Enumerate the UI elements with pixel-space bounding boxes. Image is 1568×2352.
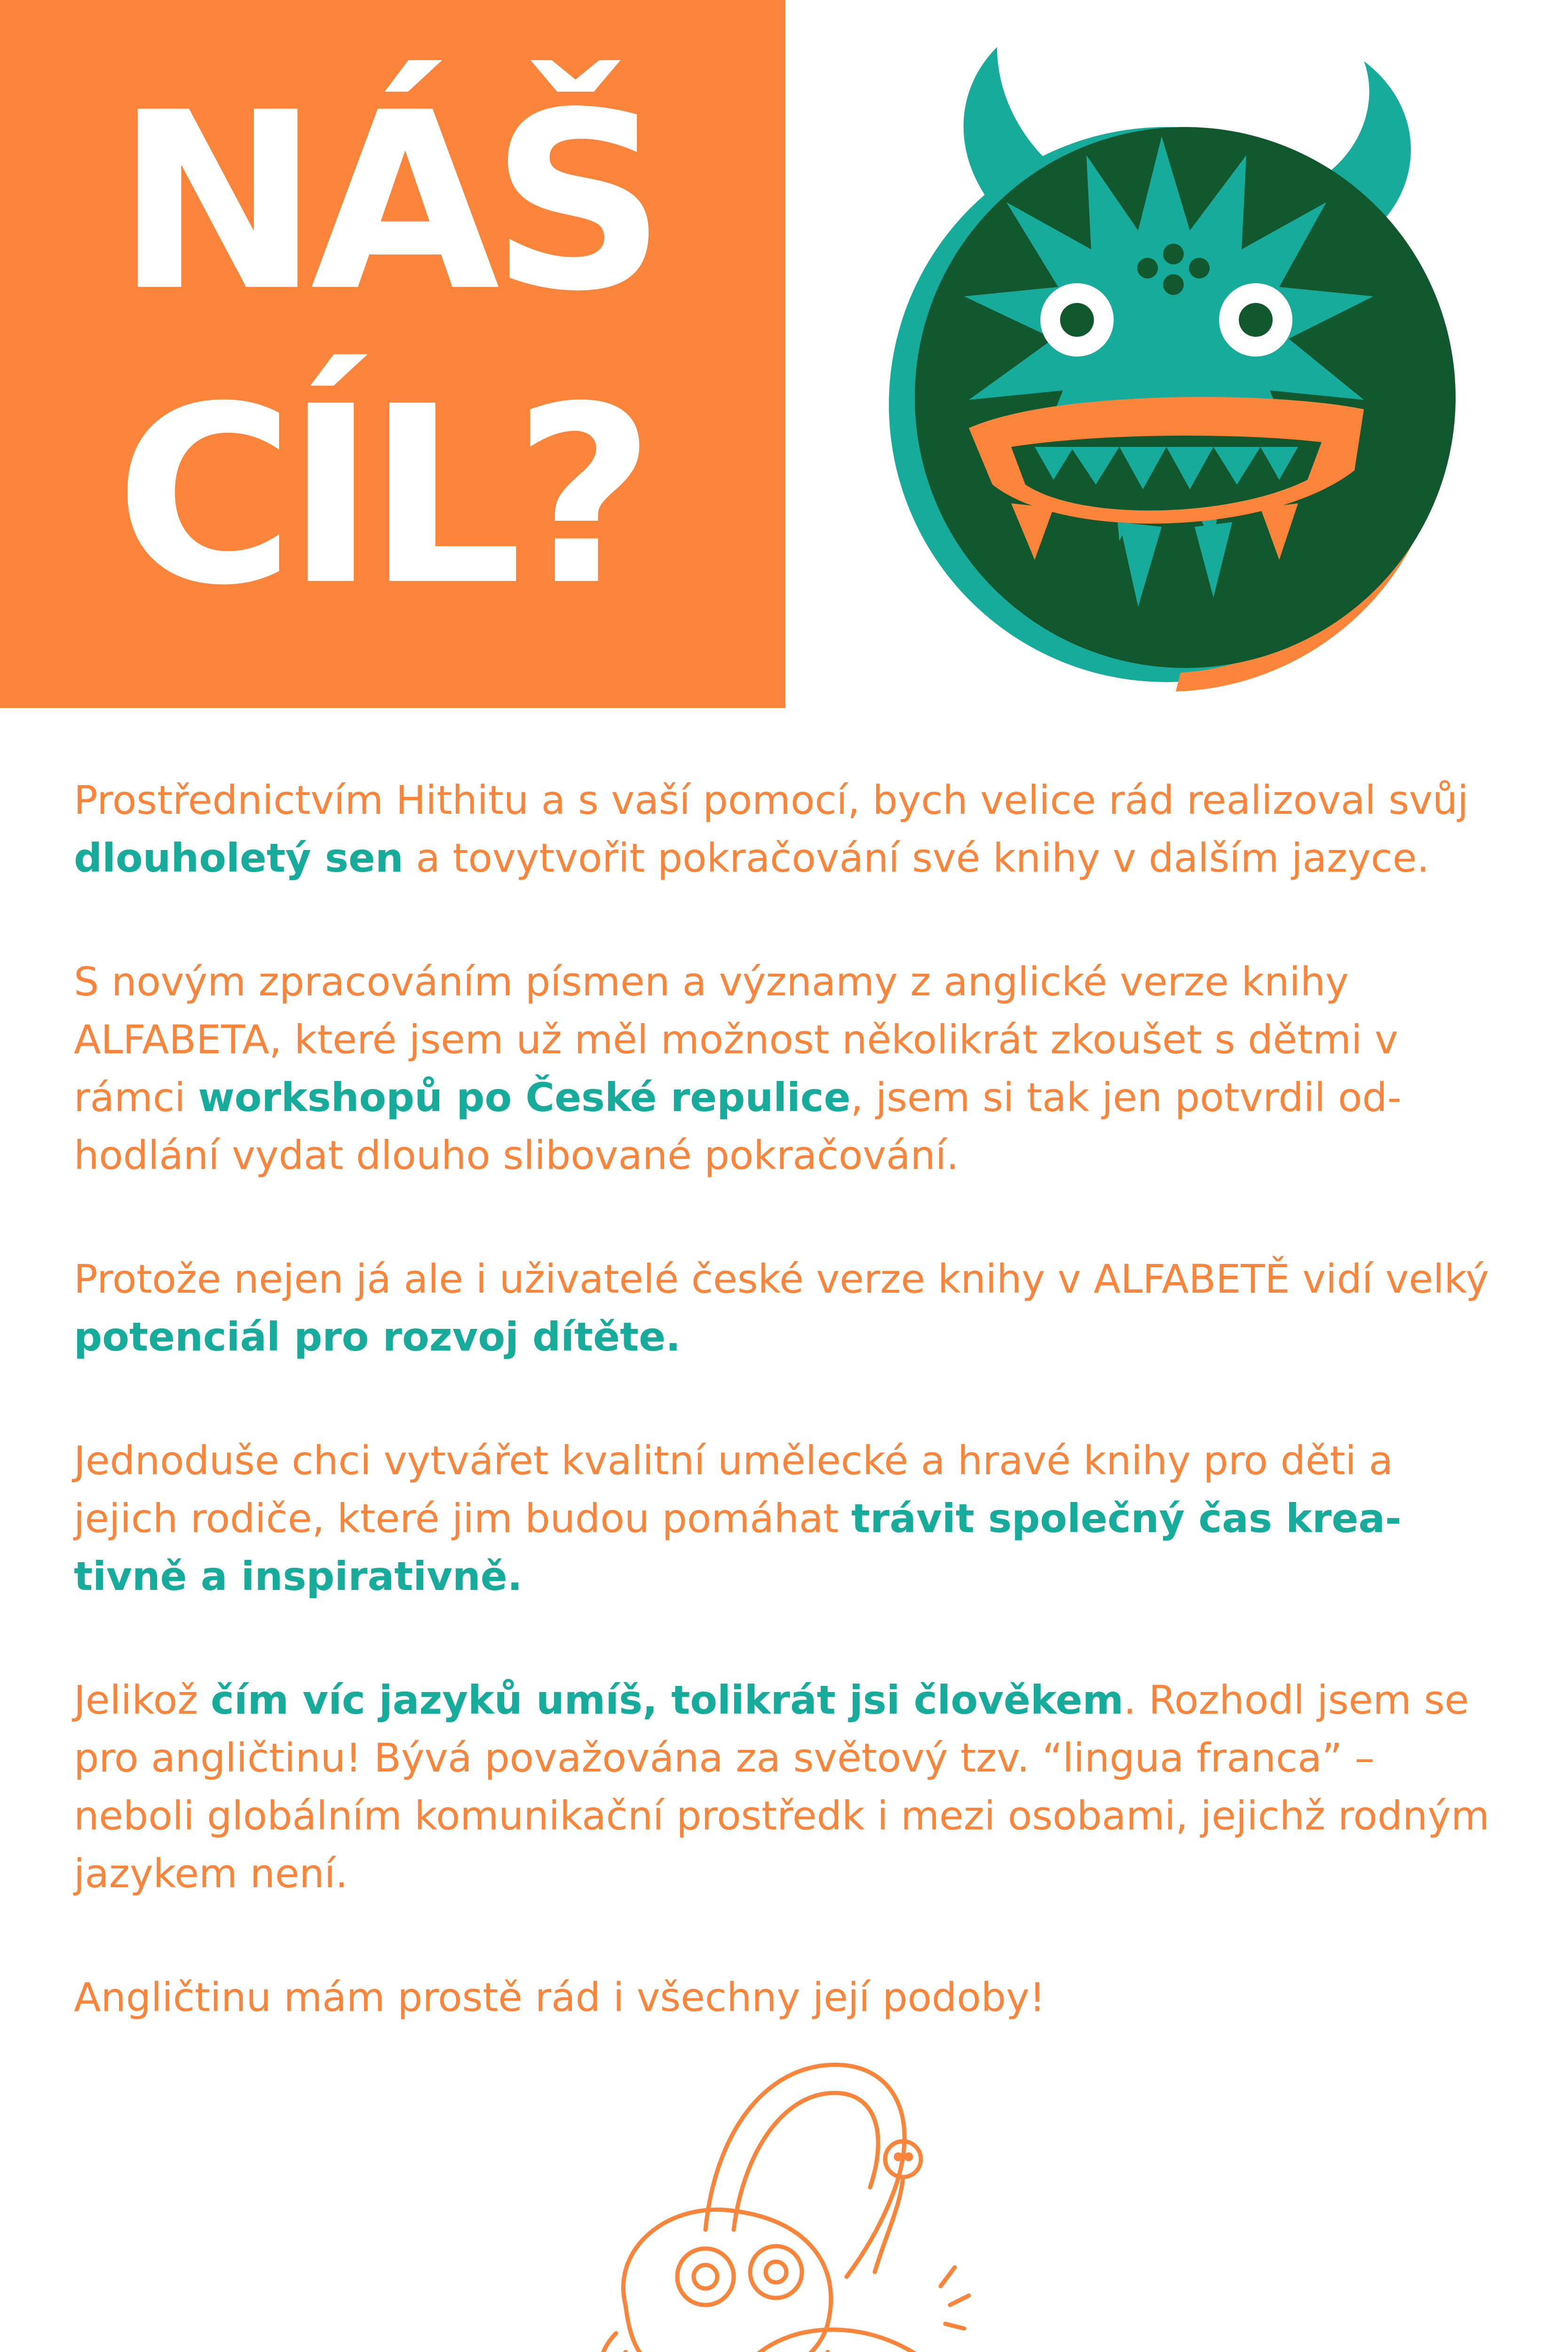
- ladybug-creature-illustration: [470, 2051, 1119, 2352]
- paragraph-text: , jsem si tak jen potvrdil od- hodlání vydat dlouho slibované pokračování.: [74, 1074, 1402, 1178]
- highlight-languages: čím víc jazyků umíš, tolikrát jsi člověkem: [210, 1677, 1124, 1723]
- paragraph-potential: [74, 1250, 1504, 1366]
- title-line-2: CÍL?: [115, 354, 646, 639]
- title-block: [0, 0, 785, 708]
- highlight-dream: dlouholetý sen: [74, 835, 404, 881]
- title-line-1: NÁŠ: [115, 60, 657, 345]
- text-column: [74, 771, 1504, 2092]
- paragraph-text: Jelikož: [74, 1677, 211, 1723]
- paragraph-text: . Rozhodl jsem se pro angličtinu! Bývá považována za světový tzv. “lingua franca” – neboli globálním komunikační prostředk i mezi osobami, jejichž rodným jazykem není.: [74, 1677, 1489, 1897]
- paragraph-text: Angličtinu mám prostě rád i všechny její podoby!: [74, 1974, 1045, 2020]
- paragraph-books: [74, 1432, 1504, 1605]
- paragraph-text: Jednoduše chci vytvářet kvalitní umělecké a hravé knihy pro děti a jejich rodiče, které jim budou pomáhat: [74, 1438, 1393, 1542]
- highlight-workshops: workshopů po České repulice: [198, 1074, 851, 1120]
- paragraph-workshops: [74, 953, 1504, 1184]
- paragraph-text: Prostřednictvím Hithitu a s vaší pomocí, bych velice rád realizoval svůj: [74, 777, 1469, 823]
- paragraph-languages: [74, 1671, 1504, 1903]
- highlight-potential: potenciál pro rozvoj dítěte.: [74, 1314, 681, 1360]
- monster-face-illustration: [856, 33, 1467, 691]
- paragraph-text: a tovytvořit pokračování své knihy v dalším jazyce.: [403, 835, 1430, 881]
- paragraph-english: [74, 1969, 1504, 2026]
- highlight-time-together: trávit společný čas krea- tivně a inspirativně.: [74, 1495, 1402, 1599]
- paragraph-text: S novým zpracováním písmen a významy z anglické verze knihy ALFABETA, které jsem už měl možnost několikrát zkoušet s dětmi v rámci: [74, 959, 1398, 1120]
- paragraph-text: Protože nejen já ale i uživatelé české verze knihy v ALFABETĚ vidí velký: [74, 1256, 1489, 1302]
- paragraph-dream: [74, 771, 1504, 887]
